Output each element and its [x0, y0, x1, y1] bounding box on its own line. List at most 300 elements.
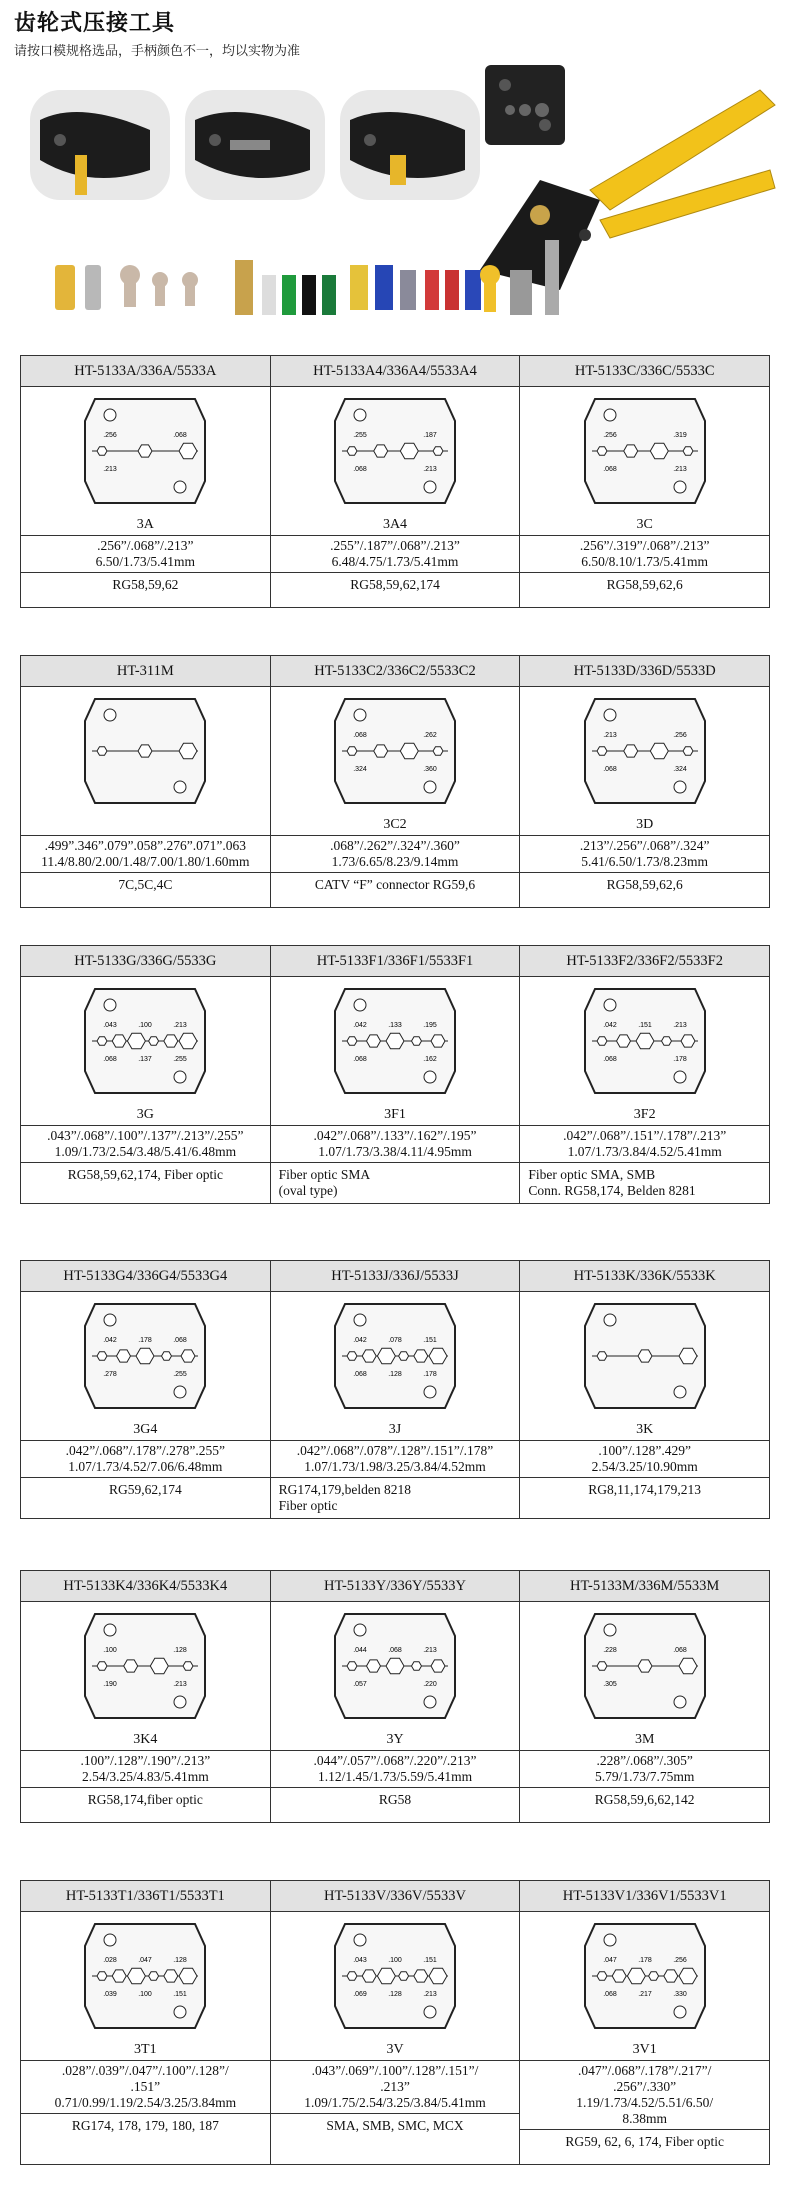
spec-line: .043”/.068”/.100”/.137”/.213”/.255”: [47, 1128, 244, 1143]
cable-application: [21, 873, 270, 907]
die-diagram: [320, 391, 470, 511]
cavity-size-label: .137: [138, 1056, 153, 1063]
table-header-row: [21, 1571, 769, 1602]
crimp-cavity: [597, 1662, 607, 1671]
spec-line: 1.19/1.73/4.52/5.51/6.50/: [576, 2095, 714, 2110]
die-diagram: [70, 391, 220, 511]
die-cell: [21, 387, 271, 607]
application-line: SMA, SMB, SMC, MCX: [326, 2118, 464, 2133]
cable-application: [271, 1788, 520, 1822]
cavity-size-label: .151: [637, 1022, 652, 1029]
die-code: 3C: [636, 517, 653, 532]
cavity-size-label: .360: [423, 766, 437, 773]
cable-application: [271, 1163, 520, 1203]
mounting-hole: [674, 1386, 686, 1398]
model-number-header: HT-5133K4/336K4/5533K4: [21, 1571, 271, 1601]
cavity-size-label: .068: [602, 766, 617, 773]
model-number-header: HT-5133A4/336A4/5533A4: [271, 356, 521, 386]
table-header-row: [21, 946, 769, 977]
die-diagram: [320, 981, 470, 1101]
die-cell: [520, 977, 769, 1203]
application-line: RG58,174,fiber optic: [87, 1792, 203, 1807]
cavity-size-label: .213: [173, 1681, 188, 1688]
crimp-cavity: [386, 1658, 404, 1674]
mounting-hole: [354, 709, 366, 721]
table-header-row: [21, 1881, 769, 1912]
cavity-size-label: .069: [353, 1991, 367, 1998]
mounting-hole: [354, 999, 366, 1011]
die-spec: [21, 535, 270, 573]
crimp-cavity: [650, 443, 668, 459]
spec-line: 1.07/1.73/3.38/4.11/4.95mm: [318, 1144, 472, 1159]
mounting-hole: [104, 999, 116, 1011]
spec-line: .028”/.039”/.047”/.100”/.128”/: [61, 2063, 229, 2078]
crimp-cavity: [683, 447, 693, 456]
crimp-cavity: [597, 1972, 607, 1981]
spec-line: 6.48/4.75/1.73/5.41mm: [331, 554, 459, 569]
crimp-cavity: [179, 1033, 197, 1049]
die-spec: [271, 1125, 520, 1163]
mounting-hole: [674, 1071, 686, 1083]
cable-application: [271, 573, 520, 607]
spec-line: .255”/.187”/.068”/.213”: [330, 538, 460, 553]
cavity-size-label: .255: [173, 1371, 188, 1378]
crimp-cavity: [648, 1972, 658, 1981]
crimp-cavity: [386, 1033, 404, 1049]
die-cell: [21, 1912, 271, 2164]
mounting-hole: [604, 709, 616, 721]
die-diagram: [70, 691, 220, 811]
die-spec: [21, 1125, 270, 1163]
mounting-hole: [424, 1071, 436, 1083]
crimp-cavity: [663, 1970, 677, 1982]
crimp-cavity: [597, 1352, 607, 1361]
table-header-row: [21, 1261, 769, 1292]
die-spec: [21, 835, 270, 873]
spec-line: 1.09/1.75/2.54/3.25/3.84/5.41mm: [304, 2095, 486, 2110]
crimp-cavity: [638, 1660, 652, 1672]
die-code: 3V: [386, 2042, 404, 2057]
model-number-header: HT-5133V1/336V1/5533V1: [562, 1888, 727, 1904]
die-cell: [271, 1602, 521, 1822]
crimp-cavity: [597, 1037, 607, 1046]
spec-line: 2.54/3.25/4.83/5.41mm: [81, 1769, 209, 1784]
cavity-size-label: .068: [388, 1647, 402, 1654]
cavity-size-label: .178: [637, 1957, 652, 1964]
table-section: [20, 1570, 770, 1823]
cavity-size-label: .047: [138, 1957, 153, 1964]
cavity-size-label: .213: [173, 1022, 188, 1029]
crimp-cavity: [117, 1350, 131, 1362]
crimp-cavity: [612, 1970, 626, 1982]
model-number-header: HT-5133V/336V/5533V: [271, 1881, 521, 1911]
die-diagram: [570, 1606, 720, 1726]
crimp-cavity: [399, 1972, 409, 1981]
spec-line: .042”/.068”/.133”/.162”/.195”: [313, 1128, 477, 1143]
cable-application: [21, 573, 270, 607]
crimp-cavity: [347, 1037, 357, 1046]
crimp-cavity: [414, 1970, 428, 1982]
cavity-size-label: .256: [602, 432, 617, 439]
die-code: 3J: [388, 1422, 402, 1437]
die-code: 3M: [634, 1732, 655, 1747]
application-line: RG58,59,6,62,142: [594, 1792, 695, 1807]
crimp-cavity: [113, 1035, 127, 1047]
die-cell: [520, 1912, 769, 2164]
cavity-size-label: .044: [353, 1647, 367, 1654]
crimp-cavity: [638, 1350, 652, 1362]
cavity-size-label: .128: [388, 1371, 402, 1378]
die-spec: [271, 1750, 520, 1788]
mounting-hole: [424, 481, 436, 493]
cavity-size-label: .162: [423, 1056, 437, 1063]
crimp-cavity: [429, 1348, 447, 1364]
mounting-hole: [424, 1386, 436, 1398]
table-header-row: [21, 356, 769, 387]
mounting-hole: [604, 1934, 616, 1946]
die-cell: [520, 687, 769, 907]
cable-application: [21, 1788, 270, 1822]
cavity-size-label: .068: [353, 732, 367, 739]
crimp-cavity: [623, 745, 637, 757]
crimp-cavity: [400, 743, 418, 759]
cavity-size-label: .068: [353, 466, 367, 473]
die-spec: [271, 1440, 520, 1478]
application-line: Fiber optic SMA: [278, 1167, 371, 1182]
crimp-cavity: [597, 447, 607, 456]
cavity-size-label: .043: [103, 1022, 118, 1029]
mounting-hole: [104, 1314, 116, 1326]
page-subtitle: 请按口模规格选品，手柄颜色不一，均以实物为准: [14, 44, 301, 59]
crimp-cavity: [347, 1972, 357, 1981]
die-code: 3V1: [632, 2042, 657, 2057]
spec-line: 1.07/1.73/3.84/4.52/5.41mm: [567, 1144, 722, 1159]
mounting-hole: [174, 781, 186, 793]
model-number-header: HT-5133G4/336G4/5533G4: [21, 1261, 271, 1291]
cavity-size-label: .068: [173, 1337, 188, 1344]
crimp-cavity: [347, 1662, 357, 1671]
table-body-row: [21, 1602, 769, 1822]
crimp-cavity: [616, 1035, 630, 1047]
die-code: 3F1: [384, 1107, 406, 1122]
mounting-hole: [174, 1071, 186, 1083]
cavity-size-label: .213: [672, 1022, 687, 1029]
die-diagram: [570, 391, 720, 511]
spec-line: 8.38mm: [622, 2111, 667, 2126]
page-title: 齿轮式压接工具: [14, 11, 176, 36]
application-line: Fiber optic: [278, 1498, 338, 1513]
die-closeup-photo-1: [30, 90, 170, 200]
cavity-size-label: .100: [138, 1022, 153, 1029]
application-line: (oval type): [278, 1183, 338, 1198]
die-diagram: [70, 1916, 220, 2036]
crimp-cavity: [683, 747, 693, 756]
cavity-size-label: .190: [103, 1681, 118, 1688]
crimp-cavity: [164, 1035, 178, 1047]
crimp-cavity: [362, 1970, 376, 1982]
cable-application: [520, 1163, 769, 1203]
die-diagram: [570, 981, 720, 1101]
mounting-hole: [354, 1624, 366, 1636]
crimp-cavity: [679, 1348, 697, 1364]
table-body-row: [21, 1912, 769, 2164]
cable-application: [520, 873, 769, 907]
cable-application: [21, 1478, 270, 1512]
cavity-size-label: .305: [602, 1681, 617, 1688]
crimp-cavity: [97, 1037, 107, 1046]
die-cell: [21, 977, 271, 1203]
model-number-header: HT-5133F1/336F1/5533F1: [271, 946, 521, 976]
cavity-size-label: .042: [103, 1337, 118, 1344]
table-section: [20, 1880, 770, 2165]
crimp-cavity: [661, 1037, 671, 1046]
cavity-size-label: .213: [103, 466, 118, 473]
cavity-size-label: .262: [423, 732, 437, 739]
crimp-cavity: [433, 747, 443, 756]
model-number-header: HT-5133C2/336C2/5533C2: [271, 656, 521, 686]
cavity-size-label: .213: [423, 1647, 437, 1654]
cavity-size-label: .047: [602, 1957, 617, 1964]
model-number-header: HT-5133C/336C/5533C: [574, 363, 715, 379]
die-spec: [520, 535, 769, 573]
spec-line: 1.07/1.73/4.52/7.06/6.48mm: [68, 1459, 223, 1474]
spec-line: .228”/.068”/.305”: [596, 1753, 693, 1768]
crimp-cavity: [151, 1658, 169, 1674]
spec-line: 6.50/1.73/5.41mm: [95, 554, 196, 569]
die-set-photo: [485, 65, 565, 145]
cavity-size-label: .255: [353, 432, 367, 439]
cavity-size-label: .068: [103, 1056, 118, 1063]
cavity-size-label: .068: [672, 1647, 687, 1654]
spec-line: .256”/.330”: [613, 2079, 677, 2094]
crimp-cavity: [377, 1348, 395, 1364]
table-body-row: [21, 977, 769, 1203]
die-code: 3G4: [133, 1422, 158, 1437]
die-cell: [21, 1602, 271, 1822]
application-line: 7C,5C,4C: [118, 877, 173, 892]
die-code: 3G: [136, 1107, 154, 1122]
cavity-size-label: .178: [138, 1337, 153, 1344]
crimp-cavity: [374, 445, 388, 457]
crimp-cavity: [179, 1968, 197, 1984]
crimp-cavity: [347, 447, 357, 456]
die-code: 3F2: [633, 1107, 656, 1122]
spec-line: .042”/.068”/.178”/.278”.255”: [65, 1443, 225, 1458]
application-line: RG8,11,174,179,213: [588, 1482, 702, 1497]
cavity-size-label: .256: [672, 732, 687, 739]
die-cell: [271, 1912, 521, 2164]
crimp-cavity: [374, 745, 388, 757]
crimp-cavity: [400, 443, 418, 459]
crimp-cavity: [164, 1970, 178, 1982]
application-line: RG58,59,62,6: [606, 877, 683, 892]
die-spec: [520, 1125, 769, 1163]
cavity-size-label: .324: [353, 766, 367, 773]
spec-line: .042”/.068”/.078”/.128”/.151”/.178”: [296, 1443, 494, 1458]
cable-application: [520, 1478, 769, 1512]
spec-line: 1.12/1.45/1.73/5.59/5.41mm: [317, 1769, 473, 1784]
cavity-size-label: .100: [138, 1991, 153, 1998]
die-spec: [520, 1440, 769, 1478]
model-number-header: HT-5133M/336M/5533M: [570, 1578, 720, 1594]
die-diagram: [570, 1296, 720, 1416]
crimp-cavity: [367, 1660, 381, 1672]
cavity-size-label: .068: [353, 1056, 367, 1063]
cavity-size-label: .330: [672, 1991, 687, 1998]
cavity-size-label: .100: [103, 1647, 118, 1654]
die-cell: [271, 687, 521, 907]
die-cell: [21, 1292, 271, 1518]
spec-line: .047”/.068”/.178”/.217”/: [577, 2063, 712, 2078]
cavity-size-label: .068: [602, 466, 617, 473]
cavity-size-label: .068: [602, 1056, 617, 1063]
die-spec: [271, 535, 520, 573]
mounting-hole: [604, 1314, 616, 1326]
cavity-size-label: .151: [423, 1957, 437, 1964]
crimp-cavity: [681, 1035, 695, 1047]
die-code: 3A4: [382, 517, 408, 532]
crimp-cavity: [433, 447, 443, 456]
die-spec: [271, 835, 520, 873]
cavity-size-label: .256: [103, 432, 118, 439]
die-code: 3C2: [383, 817, 407, 832]
mounting-hole: [604, 1624, 616, 1636]
mounting-hole: [174, 2006, 186, 2018]
die-closeup-photo-3: [340, 90, 480, 200]
mounting-hole: [104, 1624, 116, 1636]
die-cell: [271, 387, 521, 607]
cable-application: [21, 2114, 270, 2148]
crimp-cavity: [179, 443, 197, 459]
spec-line: .256”/.319”/.068”/.213”: [579, 538, 710, 553]
mounting-hole: [174, 1696, 186, 1708]
cavity-size-label: .213: [423, 466, 437, 473]
crimp-cavity: [97, 1352, 107, 1361]
model-number-header: HT-5133Y/336Y/5533Y: [271, 1571, 521, 1601]
cable-application: [271, 873, 520, 907]
cavity-size-label: .068: [602, 1991, 617, 1998]
spec-line: .042”/.068”/.151”/.178”/.213”: [563, 1128, 727, 1143]
crimp-cavity: [650, 743, 668, 759]
spec-line: .213”: [380, 2079, 410, 2094]
die-diagram: [570, 691, 720, 811]
cavity-size-label: .151: [173, 1991, 188, 1998]
crimp-cavity: [414, 1350, 428, 1362]
crimp-cavity: [412, 1037, 422, 1046]
die-code: [21, 815, 270, 835]
model-number-header: HT-5133J/336J/5533J: [271, 1261, 521, 1291]
spec-line: .213”/.256”/.068”/.324”: [579, 838, 710, 853]
spec-line: 1.73/6.65/8.23/9.14mm: [331, 854, 459, 869]
table-header-row: [21, 656, 769, 687]
die-diagram: [320, 1916, 470, 2036]
crimp-cavity: [179, 743, 197, 759]
table-section: [20, 655, 770, 908]
cavity-size-label: .213: [602, 732, 617, 739]
model-number-header: HT-5133T1/336T1/5533T1: [21, 1881, 271, 1911]
die-spec: [520, 835, 769, 873]
spec-line: .151”: [130, 2079, 161, 2094]
mounting-hole: [424, 781, 436, 793]
cavity-size-label: .220: [423, 1681, 437, 1688]
crimp-cavity: [183, 1662, 193, 1671]
cable-application: [520, 1788, 769, 1822]
mounting-hole: [174, 481, 186, 493]
mounting-hole: [354, 409, 366, 421]
table-section: [20, 1260, 770, 1519]
application-line: RG174,179,belden 8218: [278, 1482, 412, 1497]
cavity-size-label: .128: [173, 1957, 188, 1964]
mounting-hole: [674, 481, 686, 493]
application-line: RG59, 62, 6, 174, Fiber optic: [565, 2134, 724, 2149]
mounting-hole: [604, 409, 616, 421]
die-cell: [520, 1602, 769, 1822]
cavity-size-label: .043: [353, 1957, 367, 1964]
crimp-cavity: [181, 1350, 195, 1362]
cavity-size-label: .128: [388, 1991, 402, 1998]
model-number-header: HT-311M: [21, 656, 271, 686]
crimp-cavity: [429, 1968, 447, 1984]
mounting-hole: [104, 709, 116, 721]
crimp-cavity: [113, 1970, 127, 1982]
die-closeup-photo-2: [185, 90, 325, 200]
die-code: 3T1: [134, 2042, 157, 2057]
spec-line: .499”.346”.079”.058”.276”.071”.063: [44, 838, 246, 853]
cavity-size-label: .187: [423, 432, 437, 439]
cavity-size-label: .078: [388, 1337, 402, 1344]
crimp-cavity: [97, 447, 107, 456]
crimp-cavity: [399, 1352, 409, 1361]
table-body-row: [21, 387, 769, 607]
die-code: 3K4: [133, 1732, 158, 1747]
crimp-cavity: [679, 1658, 697, 1674]
spec-line: 5.41/6.50/1.73/8.23mm: [581, 854, 709, 869]
table-section: [20, 945, 770, 1204]
model-number-header: HT-5133F2/336F2/5533F2: [566, 953, 723, 969]
crimp-cavity: [597, 747, 607, 756]
crimp-cavity: [362, 1350, 376, 1362]
crimp-cavity: [623, 445, 637, 457]
spec-line: .068”/.262”/.324”/.360”: [330, 838, 460, 853]
mounting-hole: [424, 1696, 436, 1708]
die-spec: [21, 1750, 270, 1788]
spec-line: 1.09/1.73/2.54/3.48/5.41/6.48mm: [54, 1144, 237, 1159]
cavity-size-label: .324: [672, 766, 687, 773]
die-diagram: [70, 981, 220, 1101]
application-line: RG58,59,62,6: [606, 577, 683, 592]
cavity-size-label: .042: [353, 1022, 367, 1029]
cavity-size-label: .133: [388, 1022, 402, 1029]
cavity-size-label: .039: [103, 1991, 118, 1998]
crimp-cavity: [136, 1348, 154, 1364]
crimp-cavity: [97, 1662, 107, 1671]
die-spec: [271, 2060, 520, 2114]
cavity-size-label: .217: [637, 1991, 652, 1998]
crimp-cavity: [138, 745, 152, 757]
cable-application: [271, 2114, 520, 2148]
crimp-cavity: [128, 1968, 146, 1984]
crimp-cavity: [128, 1033, 146, 1049]
application-line: RG58,59,62,174, Fiber optic: [67, 1167, 223, 1182]
spec-line: 11.4/8.80/2.00/1.48/7.00/1.80/1.60mm: [41, 854, 250, 869]
spec-line: .100”/.128”/.190”/.213”: [80, 1753, 211, 1768]
spec-line: 2.54/3.25/10.90mm: [591, 1459, 698, 1474]
mounting-hole: [354, 1934, 366, 1946]
crimp-cavity: [627, 1968, 645, 1984]
crimp-cavity: [367, 1035, 381, 1047]
application-line: RG58,59,62: [112, 577, 179, 592]
spec-line: 5.79/1.73/7.75mm: [594, 1769, 695, 1784]
